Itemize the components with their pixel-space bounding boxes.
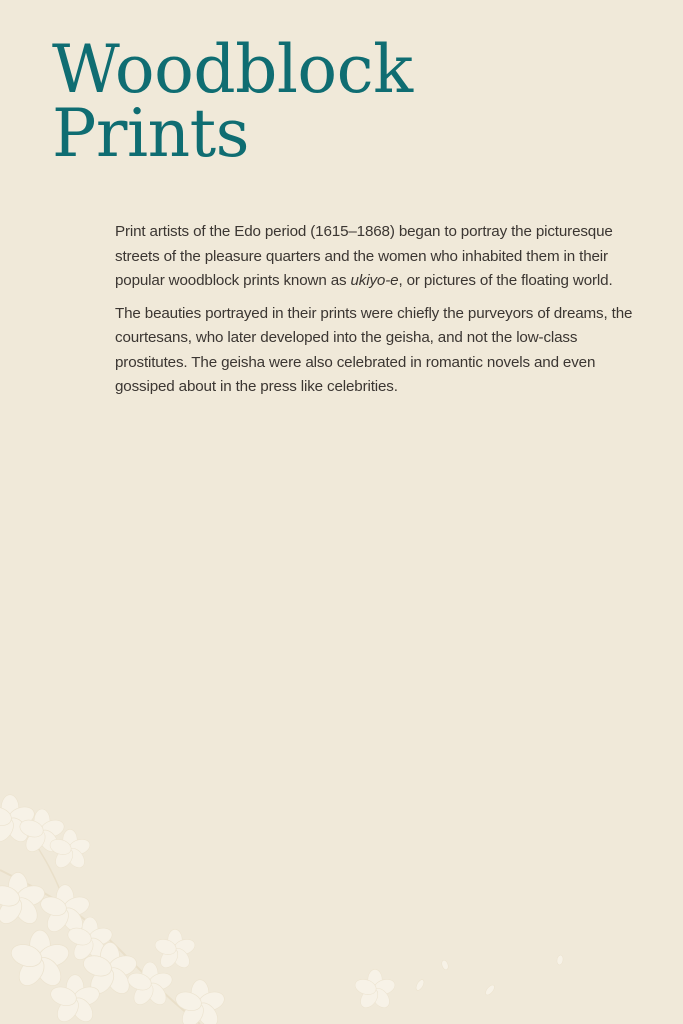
title-line-2: Prints [52,95,249,172]
paragraph-1-italic-term: ukiyo-e [350,272,399,289]
title-line-1: Woodblock [52,31,413,108]
paragraph-1-text-start: Print artists of the Edo period (1615–1868) began to portray the picturesque streets of the pleasure quarters and the women who inhabited them in their popular woodblock prints known as [115,223,613,289]
page-title [52,31,413,172]
paragraph-1-text-end: , or pictures of the floating world. [398,272,613,289]
paragraph-2: The beauties portrayed in their prints were chiefly the purveyors of dreams, the courtesans, who later developed into the geisha, and not the low-class prostitutes. The geisha were also celebrated in romantic novels and even gossiped about in the press like celebrities. [115,304,633,395]
cherry-blossom-branch-icon [0,760,683,1024]
paragraph-1 [115,220,645,294]
body-text [115,220,645,408]
